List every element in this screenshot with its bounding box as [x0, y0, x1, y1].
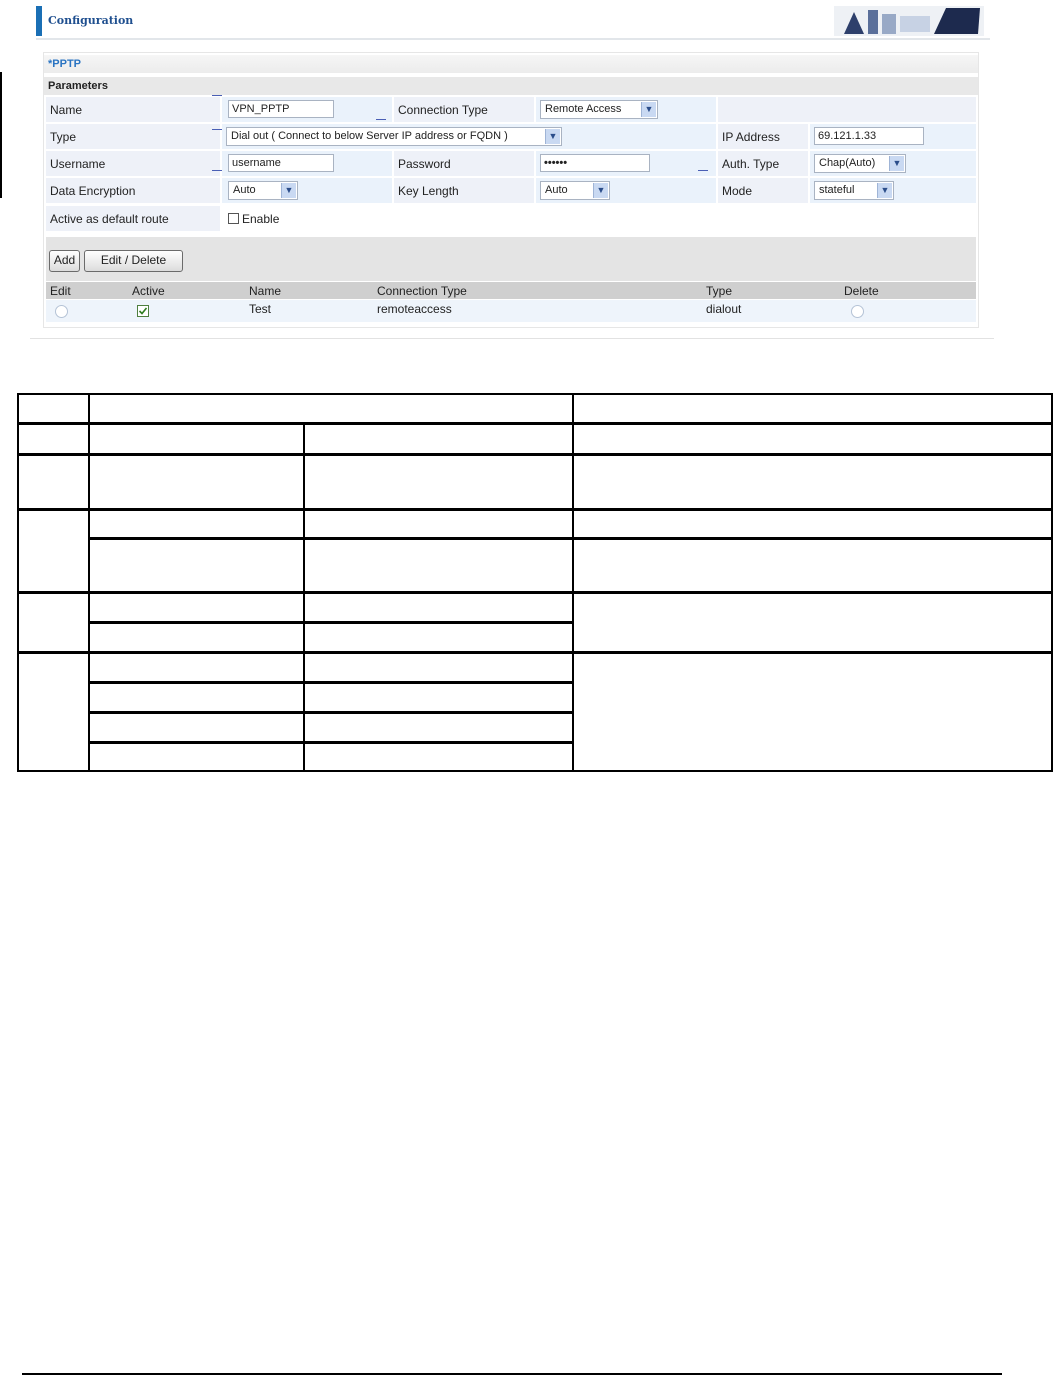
- data-encryption-select[interactable]: Auto ▼: [228, 181, 298, 200]
- username-input[interactable]: username: [228, 154, 334, 172]
- connection-type-cell: [536, 97, 716, 122]
- name-row: [46, 97, 976, 123]
- auth-type-cell: [810, 151, 976, 176]
- header-graphic: [834, 6, 984, 36]
- grid-line: [88, 621, 574, 624]
- key-length-cell: [536, 178, 716, 203]
- key-length-select[interactable]: Auto ▼: [540, 181, 610, 200]
- connection-type-label: Connection Type: [394, 97, 534, 122]
- name-input[interactable]: VPN_PPTP: [228, 100, 334, 118]
- ip-address-cell: [810, 124, 976, 149]
- marker: [212, 170, 222, 171]
- type-select[interactable]: Dial out ( Connect to below Server IP address or FQDN ) ▼: [226, 127, 562, 146]
- col-active: Active: [132, 284, 165, 298]
- row-type: dialout: [706, 302, 742, 316]
- pptp-section-title: *PPTP: [44, 55, 978, 73]
- marker: [698, 170, 708, 171]
- page-title: Configuration: [48, 14, 134, 27]
- chevron-down-icon: ▼: [545, 129, 560, 144]
- description-table: [17, 393, 1053, 772]
- name-label: Name: [46, 97, 220, 122]
- grid-line: [19, 453, 1051, 456]
- button-bar: [46, 237, 976, 281]
- mode-label: Mode: [718, 178, 808, 203]
- marker: [212, 95, 222, 96]
- grid-line: [303, 424, 305, 770]
- key-length-label: Key Length: [394, 178, 534, 203]
- marker: [212, 129, 222, 130]
- parameters-section-title: Parameters: [44, 77, 978, 95]
- default-route-row: [46, 206, 976, 232]
- row-name: Test: [249, 302, 272, 316]
- type-cell: [222, 124, 716, 149]
- delete-radio[interactable]: [851, 305, 864, 318]
- password-input[interactable]: ••••••: [540, 154, 650, 172]
- grid-line: [88, 681, 574, 684]
- chevron-down-icon: ▼: [889, 156, 904, 171]
- connection-type-select[interactable]: Remote Access ▼: [540, 100, 658, 119]
- add-button[interactable]: Add: [49, 250, 80, 272]
- active-checkbox[interactable]: [137, 305, 149, 317]
- grid-line: [19, 422, 1051, 425]
- page-header: [36, 6, 990, 40]
- default-route-cell: [222, 206, 976, 231]
- grid-line: [88, 741, 574, 744]
- auth-type-label: Auth. Type: [718, 151, 808, 176]
- enable-checkbox[interactable]: [228, 213, 239, 224]
- grid-line: [19, 591, 1051, 594]
- name-cell: [222, 97, 392, 122]
- data-encryption-cell: [222, 178, 392, 203]
- enable-label: Enable: [242, 212, 280, 226]
- grid-line: [88, 711, 574, 714]
- table-row: [46, 300, 976, 322]
- type-row: [46, 124, 976, 150]
- grid-line: [88, 537, 1051, 540]
- grid-line: [19, 651, 1051, 654]
- check-icon: [138, 306, 148, 316]
- col-delete: Delete: [844, 284, 879, 298]
- encryption-row: [46, 178, 976, 204]
- marker: [376, 119, 386, 120]
- connections-table-header: [46, 282, 976, 299]
- chevron-down-icon: ▼: [641, 102, 656, 117]
- username-label: Username: [46, 151, 220, 176]
- ip-address-input[interactable]: 69.121.1.33: [814, 127, 924, 145]
- spacer-cell: [718, 97, 976, 122]
- edit-radio[interactable]: [55, 305, 68, 318]
- chevron-down-icon: ▼: [593, 183, 608, 198]
- data-encryption-label: Data Encryption: [46, 178, 220, 203]
- chevron-down-icon: ▼: [281, 183, 296, 198]
- default-route-label: Active as default route: [46, 206, 220, 231]
- chevron-down-icon: ▼: [877, 183, 892, 198]
- footer-rule: [22, 1373, 1002, 1375]
- col-name: Name: [249, 284, 282, 298]
- grid-line: [19, 508, 1051, 511]
- password-cell: [536, 151, 716, 176]
- row-connection-type: remoteaccess: [377, 302, 452, 316]
- username-row: [46, 151, 976, 177]
- auth-type-select[interactable]: Chap(Auto) ▼: [814, 154, 906, 173]
- mode-select[interactable]: stateful ▼: [814, 181, 894, 200]
- mode-cell: [810, 178, 976, 203]
- margin-bar: [0, 72, 2, 198]
- header-accent-bar: [36, 6, 42, 36]
- ip-address-label: IP Address: [718, 124, 808, 149]
- edit-delete-button[interactable]: Edit / Delete: [84, 250, 183, 272]
- panel-bottom-rule: [30, 338, 994, 339]
- col-edit: Edit: [50, 284, 71, 298]
- username-cell: [222, 151, 392, 176]
- password-label: Password: [394, 151, 534, 176]
- pptp-panel: [43, 52, 979, 328]
- type-label: Type: [46, 124, 220, 149]
- col-type: Type: [706, 284, 733, 298]
- col-connection-type: Connection Type: [377, 284, 467, 298]
